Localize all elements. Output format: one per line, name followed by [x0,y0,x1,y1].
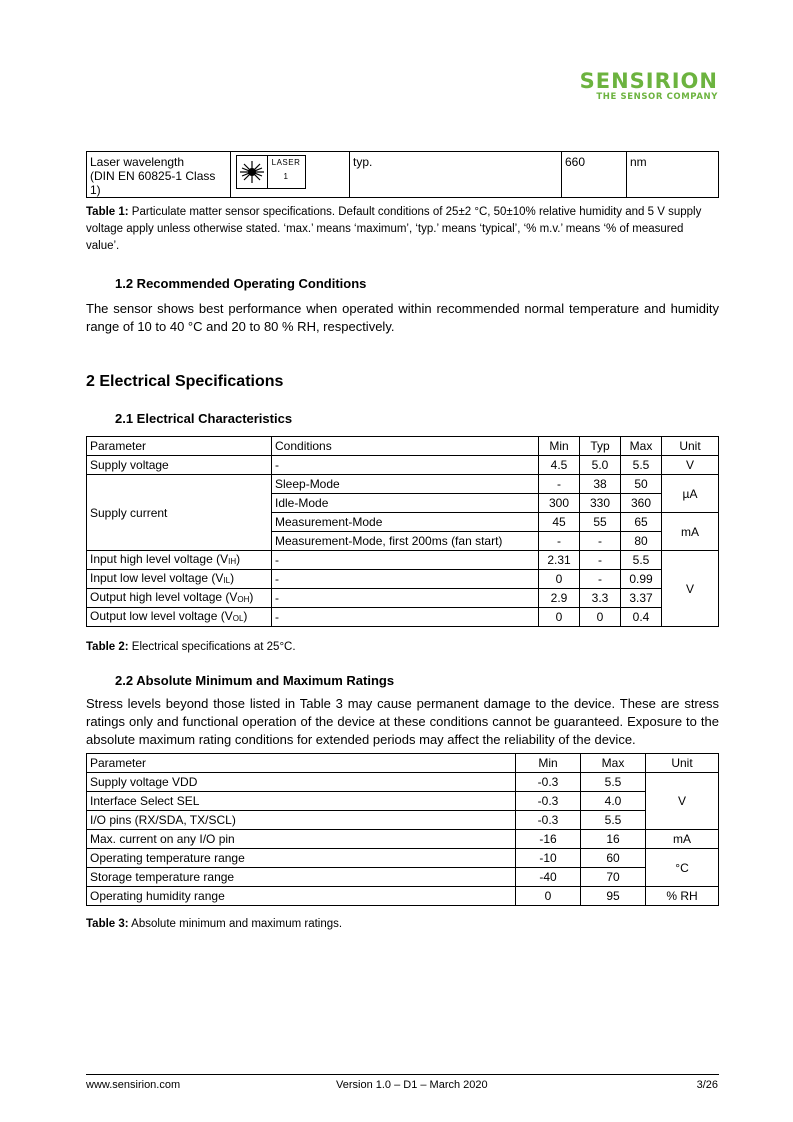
typ-cell: - [580,551,621,570]
min-cell: -16 [516,830,581,849]
param-cell: Supply voltage VDD [87,773,516,792]
cond-cell: - [272,570,539,589]
min-cell: 0 [539,570,580,589]
table3-caption [86,916,342,933]
table-row [87,152,719,198]
unit-cell: V [662,456,719,475]
header-parameter: Parameter [87,437,272,456]
param-cell: Max. current on any I/O pin [87,830,516,849]
cond-cell: Measurement-Mode, first 200ms (fan start) [272,532,539,551]
laser-label-top: LASER [271,158,301,167]
max-cell: 65 [621,513,662,532]
max-cell: 3.37 [621,589,662,608]
param-main: Input high level voltage (V [90,551,229,566]
caption-text: Electrical specifications at 25°C. [128,641,296,653]
min-cell: 300 [539,494,580,513]
min-cell: 2.9 [539,589,580,608]
footer-website: www.sensirion.com [86,1079,181,1091]
unit-cell-ua: µA [662,475,719,513]
caption-label: Table 2: [86,641,129,653]
typ-cell: - [580,532,621,551]
param-cell [87,608,272,627]
laser-class-label [236,155,306,189]
param-cell-supply-current: Supply current [87,475,272,551]
logo-tagline: THE SENSOR COMPANY [596,92,718,102]
param-cell: Operating temperature range [87,849,516,868]
param-subscript: OL [232,613,244,623]
min-cell: 45 [539,513,580,532]
table-row [87,589,719,608]
header-typ: Typ [580,437,621,456]
table-row [87,551,719,570]
max-cell: 80 [621,532,662,551]
param-close: ) [236,551,241,566]
header-max: Max [581,754,646,773]
param-main: Output high level voltage (V [90,589,238,604]
table1-caption [86,204,719,255]
param-cell [87,551,272,570]
section-2-heading: 2 Electrical Specifications [86,373,284,390]
param-close: ) [249,589,254,604]
header-unit: Unit [662,437,719,456]
unit-cell-ma: mA [646,830,719,849]
laser-condition-cell: typ. [350,152,562,198]
min-cell: - [539,475,580,494]
param-close: ) [230,570,235,585]
max-cell: 0.99 [621,570,662,589]
table-row [87,887,719,906]
unit-cell-v: V [646,773,719,830]
header-max: Max [621,437,662,456]
absolute-ratings-table [86,753,719,906]
typ-cell: 330 [580,494,621,513]
caption-label: Table 3: [86,918,129,930]
max-cell: 5.5 [621,551,662,570]
table1-laser-row [86,151,719,198]
param-main: Input low level voltage (V [90,570,224,585]
laser-class-text [267,156,304,188]
table-row [87,773,719,792]
caption-text: Absolute minimum and maximum ratings. [128,918,343,930]
laser-warning-icon [237,157,267,187]
min-cell: -0.3 [516,792,581,811]
laser-label-bottom: 1 [283,172,289,181]
max-cell: 50 [621,475,662,494]
section-2-1-heading: 2.1 Electrical Characteristics [115,411,293,426]
typ-cell: 38 [580,475,621,494]
max-cell: 16 [581,830,646,849]
cond-cell: - [272,456,539,475]
param-cell [87,570,272,589]
typ-cell: 5.0 [580,456,621,475]
min-cell: 4.5 [539,456,580,475]
min-cell: -10 [516,849,581,868]
table-header-row [87,437,719,456]
unit-cell-c: °C [646,849,719,887]
section-2-2-heading: 2.2 Absolute Minimum and Maximum Ratings [115,673,395,688]
laser-parameter-line1: Laser wavelength [90,155,185,169]
section-1-2-heading: 1.2 Recommended Operating Conditions [115,276,367,291]
max-cell: 0.4 [621,608,662,627]
cond-cell: - [272,608,539,627]
max-cell: 5.5 [581,773,646,792]
cond-cell: Measurement-Mode [272,513,539,532]
typ-cell: 55 [580,513,621,532]
header-unit: Unit [646,754,719,773]
min-cell: 2.31 [539,551,580,570]
caption-text: Particulate matter sensor specifications. Default conditions of 25±2 °C, 50±10% relative humidity and 5 V supply voltage apply unless otherwise stated. ‘max.’ means ‘maximum’, ‘typ.’ means ‘typical’, ‘% m.v.’ means ‘% of measured value’. [86,206,702,252]
max-cell: 360 [621,494,662,513]
table-row [87,570,719,589]
typ-cell: - [580,570,621,589]
typ-cell: 3.3 [580,589,621,608]
table2-caption [86,639,296,656]
table-row [87,475,719,494]
max-cell: 5.5 [581,811,646,830]
param-cell: Supply voltage [87,456,272,475]
laser-symbol-cell [231,152,350,198]
table-row [87,811,719,830]
cond-cell: Idle-Mode [272,494,539,513]
footer-divider [86,1074,719,1075]
max-cell: 70 [581,868,646,887]
param-cell [87,589,272,608]
cond-cell: - [272,551,539,570]
typ-cell: 0 [580,608,621,627]
cond-cell: Sleep-Mode [272,475,539,494]
param-main: Output low level voltage (V [90,608,233,623]
table-row [87,792,719,811]
table-header-row [87,754,719,773]
footer-version: Version 1.0 – D1 – March 2020 [336,1079,488,1091]
table-row [87,456,719,475]
company-logo [580,70,718,103]
footer-page-number: 3/26 [696,1079,718,1091]
param-cell: I/O pins (RX/SDA, TX/SCL) [87,811,516,830]
min-cell: 0 [539,608,580,627]
min-cell: -0.3 [516,773,581,792]
laser-unit-cell: nm [627,152,719,198]
max-cell: 4.0 [581,792,646,811]
param-subscript: IL [223,575,231,585]
param-cell: Operating humidity range [87,887,516,906]
min-cell: -40 [516,868,581,887]
max-cell: 95 [581,887,646,906]
max-cell: 5.5 [621,456,662,475]
table-row [87,608,719,627]
table-row [87,830,719,849]
table-row [87,849,719,868]
min-cell: -0.3 [516,811,581,830]
unit-cell-ma: mA [662,513,719,551]
max-cell: 60 [581,849,646,868]
param-cell: Interface Select SEL [87,792,516,811]
table-row [87,868,719,887]
param-close: ) [243,608,248,623]
logo-wordmark: SENSIRION [579,69,718,93]
caption-label: Table 1: [86,206,129,218]
laser-value-cell: 660 [562,152,627,198]
header-conditions: Conditions [272,437,539,456]
section-2-2-body: Stress levels beyond those listed in Table 3 may cause permanent damage to the device. These are stress ratings only and functional operation of the device at these conditions cannot be guaranteed. Exposure to the absolute maximum rating conditions for extended periods may affect the reliability of the device. [86,696,719,747]
electrical-characteristics-table [86,436,719,627]
laser-parameter-line2: (DIN EN 60825-1 Class 1) [90,169,216,197]
header-parameter: Parameter [87,754,516,773]
header-min: Min [516,754,581,773]
laser-parameter-cell [87,152,231,198]
cond-cell: - [272,589,539,608]
unit-cell-rh: % RH [646,887,719,906]
param-subscript: OH [237,594,250,604]
header-min: Min [539,437,580,456]
param-subscript: IH [228,556,237,566]
min-cell: - [539,532,580,551]
section-1-2-body: The sensor shows best performance when operated within recommended normal temperature and humidity range of 10 to 40 °C and 20 to 80 % RH, respectively. [86,301,719,334]
param-cell: Storage temperature range [87,868,516,887]
min-cell: 0 [516,887,581,906]
unit-cell-v: V [662,551,719,627]
